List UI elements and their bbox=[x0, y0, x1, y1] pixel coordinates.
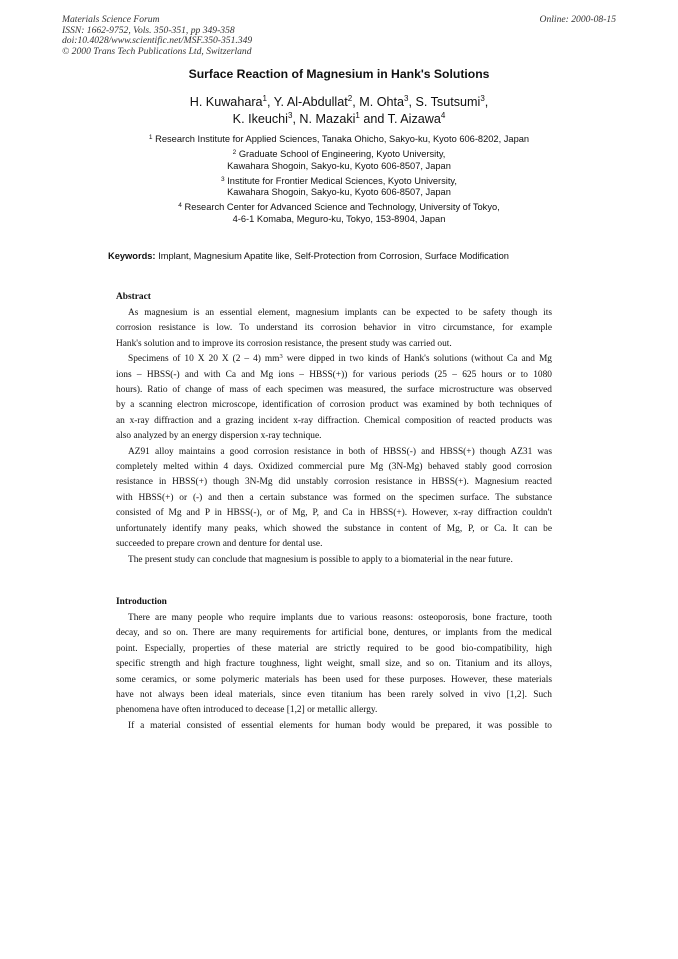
affiliation-list bbox=[0, 134, 678, 229]
abstract-section bbox=[116, 291, 552, 568]
author-affiliation-mark: 1 bbox=[262, 94, 267, 103]
text-line: As magnesium is an essential element, magnesium implants can be expected to be safety though its bbox=[128, 308, 552, 318]
introduction-section bbox=[116, 596, 552, 734]
affiliation-text: Kawahara Shogoin, Sakyo-ku, Kyoto 606-8507, Japan bbox=[227, 187, 451, 198]
author-affiliation-mark: 1 bbox=[355, 111, 360, 120]
text-line: corrosion resistance is low. To understand its corrosion behavior in vitro circumstance, for example bbox=[116, 323, 552, 334]
superscript: 3 bbox=[279, 353, 283, 361]
doi-line: doi:10.4028/www.scientific.net/MSF.350-351.349 bbox=[62, 35, 253, 47]
journal-name: Materials Science Forum bbox=[62, 14, 160, 25]
affiliation-number: 4 bbox=[178, 202, 182, 210]
author-name: , S. Tsutsumi bbox=[408, 95, 481, 109]
text-line: also analyzed by an energy dispersion x-ray technique. bbox=[116, 431, 322, 442]
introduction-paragraph-1 bbox=[116, 611, 552, 719]
affiliation-4 bbox=[0, 202, 678, 225]
text-line: with HBSS(+) or (-) and then a certain substance was formed on the specimen surface. The substance bbox=[116, 492, 552, 503]
text-span: were dipped in two kinds of Hank's solutions (without Ca and Mg bbox=[282, 354, 552, 365]
keywords bbox=[108, 251, 578, 261]
keywords-label: Keywords: bbox=[108, 251, 156, 261]
keywords-text: Implant, Magnesium Apatite like, Self-Protection from Corrosion, Surface Modification bbox=[155, 251, 509, 261]
text-line: hours). Ratio of change of mass of each specimen was measured, the surface microstructure was observed bbox=[116, 385, 552, 396]
text-line: completely melted within 4 days. Oxidized commercial pure Mg (3N-Mg) behaved stably good corrosion bbox=[116, 462, 552, 473]
author-name: , Y. Al-Abdullat bbox=[266, 95, 348, 109]
introduction-heading: Introduction bbox=[116, 597, 167, 607]
text-line: The present study can conclude that magnesium is possible to apply to a biomaterial in the near future. bbox=[128, 554, 513, 565]
publication-header bbox=[62, 15, 616, 57]
author-line-1 bbox=[0, 94, 678, 111]
abstract-paragraph-4 bbox=[116, 553, 552, 568]
author-list bbox=[0, 94, 678, 128]
author-name: H. Kuwahara bbox=[189, 95, 263, 109]
author-name: K. Ikeuchi bbox=[232, 112, 288, 126]
introduction-paragraph-2 bbox=[116, 719, 552, 734]
author-affiliation-mark: 4 bbox=[440, 111, 446, 120]
abstract-heading: Abstract bbox=[116, 292, 151, 302]
author-affiliation-mark: 3 bbox=[404, 94, 409, 103]
text-line: Hank's solution and to improve its corrosion resistance, the present study was carried out. bbox=[116, 338, 452, 349]
text-line: If a material consisted of essential elements for human body would be prepared, it was possible to bbox=[128, 720, 552, 731]
text-span: Specimens of 10 X 20 X (2 – 4) mm bbox=[128, 354, 280, 365]
affiliation-number: 1 bbox=[148, 134, 153, 141]
affiliation-1 bbox=[0, 134, 678, 146]
affiliation-number: 3 bbox=[221, 175, 225, 183]
affiliation-number: 2 bbox=[232, 149, 237, 156]
text-line: have not always been ideal materials, since even titanium has been rarely solved in vivo [1,2]. Such bbox=[116, 690, 552, 701]
author-line-2 bbox=[0, 111, 678, 128]
text-line: unfortunately identify many peaks, which showed the substance in content of Mg, P, or Ca. It can be bbox=[116, 523, 552, 534]
text-line: point. Especially, properties of these material are strictly required to be good bio-compatibility, high bbox=[116, 643, 552, 654]
author-separator: , bbox=[484, 95, 489, 109]
paper-title: Surface Reaction of Magnesium in Hank's Solutions bbox=[188, 67, 490, 81]
affiliation-text: Institute for Frontier Medical Sciences, Kyoto University, bbox=[227, 175, 457, 186]
author-name: , N. Mazaki bbox=[292, 112, 356, 126]
text-line: ions – HBSS(-) and with Ca and Mg ions – HBSS(+)) for various periods (25 – 625 hours or to 1080 bbox=[116, 369, 552, 380]
copyright-line: © 2000 Trans Tech Publications Ltd, Switzerland bbox=[62, 45, 252, 57]
affiliation-text: Kawahara Shogoin, Sakyo-ku, Kyoto 606-8507, Japan bbox=[227, 160, 451, 171]
text-line: consisted of Mg and P in HBSS(-), or of Mg, P, and Ca in HBSS(+). However, x-ray diffraction couldn't bbox=[116, 508, 552, 519]
author-affiliation-mark: 3 bbox=[287, 111, 293, 120]
text-line: decay, and so on. There are many requirements for artificial bone, dentures, or implants from the medical bbox=[116, 628, 552, 639]
text-line: AZ91 alloy maintains a good corrosion resistance in both of HBSS(-) and HBSS(+) though AZ31 was bbox=[128, 446, 552, 457]
text-line bbox=[116, 352, 552, 367]
text-line: an x-ray diffraction and a grazing incident x-ray diffraction. Chemical composition of reacted products was bbox=[116, 415, 552, 426]
author-name: , M. Ohta bbox=[352, 95, 404, 109]
text-line: resistance in HBSS(+) though 3N-Mg did unstably corrosion resistance in HBSS(+). Magnesium reacted bbox=[116, 477, 552, 488]
text-line: succeeded to prepare crown and denture for dental use. bbox=[116, 539, 323, 550]
text-line: There are many people who require implants due to various reasons: osteoporosis, bone fracture, tooth bbox=[128, 613, 552, 623]
text-line: some ceramics, or some polymeric materials has been used for these purposes. However, these materials bbox=[116, 674, 552, 685]
affiliation-text: 4-6-1 Komaba, Meguro-ku, Tokyo, 153-8904, Japan bbox=[232, 214, 446, 225]
abstract-paragraph-1 bbox=[116, 306, 552, 352]
issn-line: ISSN: 1662-9752, Vols. 350-351, pp 349-358 bbox=[62, 24, 235, 36]
affiliation-2 bbox=[0, 149, 678, 172]
affiliation-3 bbox=[0, 176, 678, 199]
text-line: phenomena have often introduced to decease [1,2] or metallic allergy. bbox=[116, 705, 378, 716]
affiliation-text: Graduate School of Engineering, Kyoto University, bbox=[238, 149, 446, 159]
affiliation-text: Research Institute for Applied Sciences, Tanaka Ohicho, Sakyo-ku, Kyoto 606-8202, Japan bbox=[155, 134, 530, 144]
text-line: specific strength and high fracture toughness, light weight, small size, and so on. Titanium and its alloys, bbox=[116, 659, 552, 670]
abstract-paragraph-3 bbox=[116, 445, 552, 553]
affiliation-text: Research Center for Advanced Science and Technology, University of Tokyo, bbox=[184, 202, 500, 213]
author-affiliation-mark: 2 bbox=[347, 94, 353, 103]
text-line: by a scanning electron microscope, identification of corrosion product was examined by both techniques of bbox=[116, 400, 552, 411]
abstract-paragraph-2 bbox=[116, 352, 552, 444]
author-name: and T. Aizawa bbox=[359, 112, 441, 126]
author-affiliation-mark: 3 bbox=[480, 94, 485, 103]
online-date: Online: 2000-08-15 bbox=[539, 14, 616, 25]
